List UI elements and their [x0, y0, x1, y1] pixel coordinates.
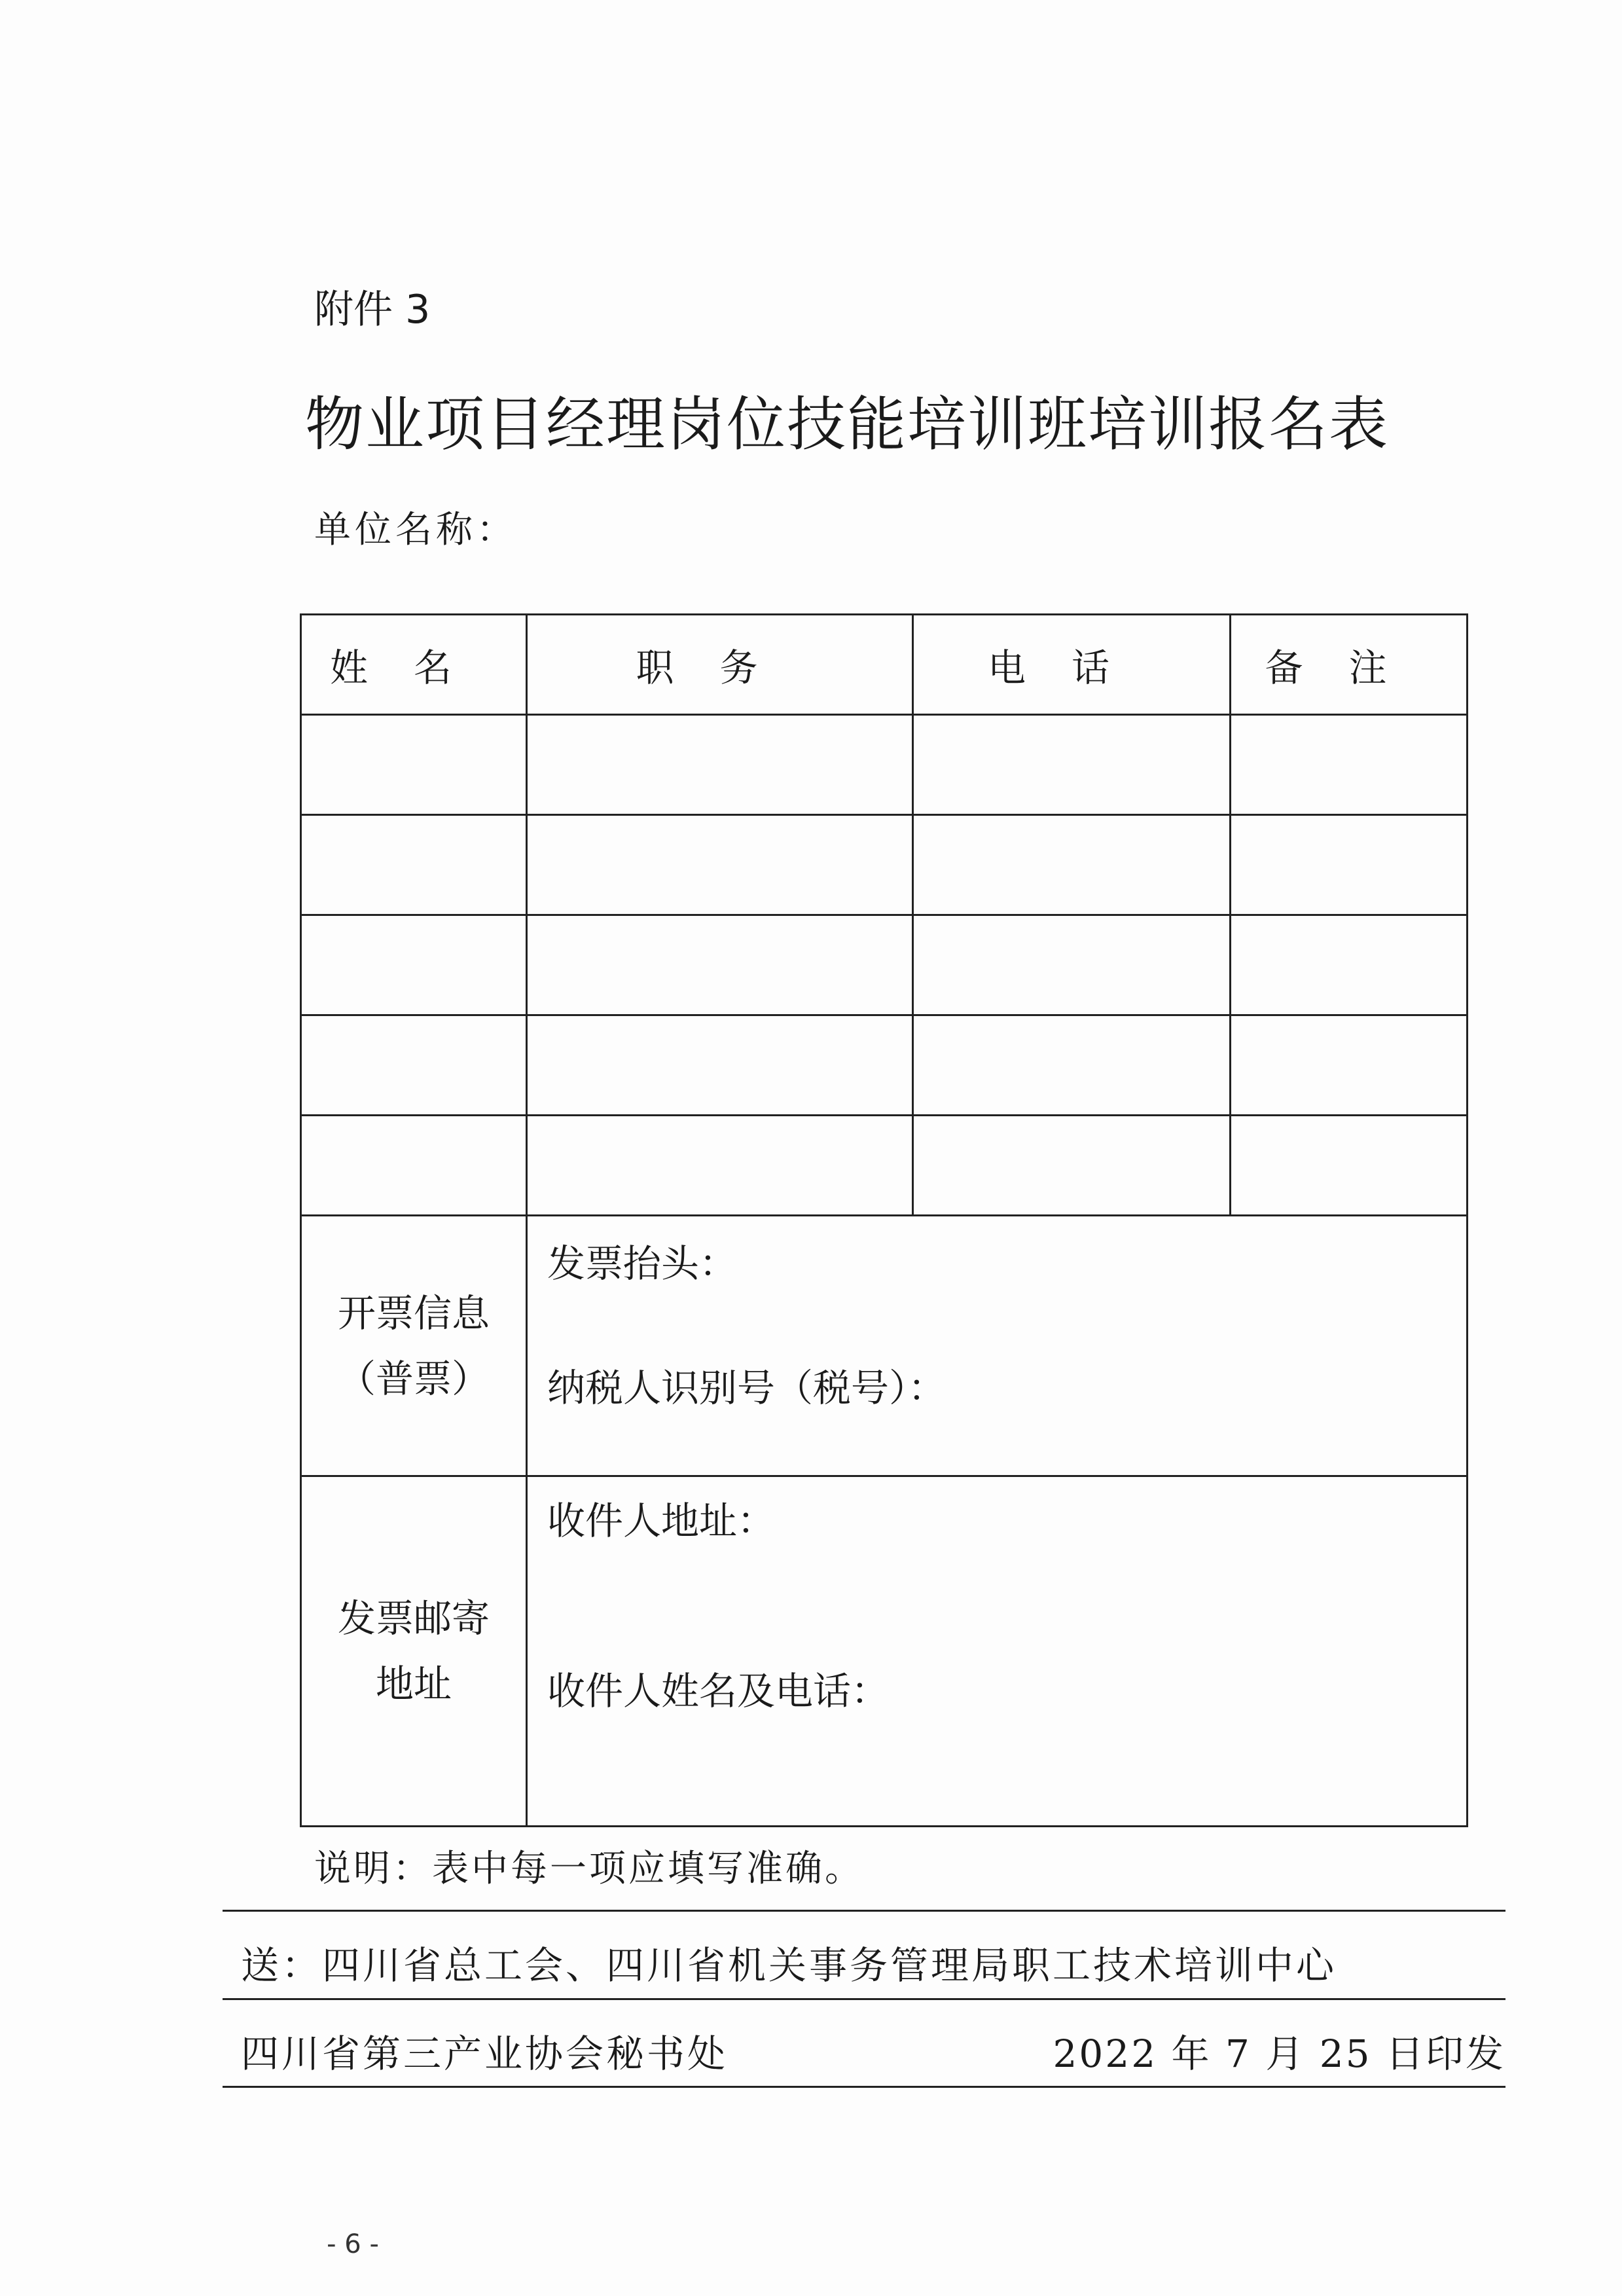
- name-cell[interactable]: [301, 1015, 527, 1116]
- phone-cell[interactable]: [913, 1116, 1231, 1216]
- recipient-name-phone-label: 收件人姓名及电话：: [547, 1669, 890, 1713]
- form-note: 说明：表中每一项应填写准确。: [314, 1848, 864, 1890]
- remarks-cell[interactable]: [1231, 1015, 1468, 1116]
- footer-divider-middle: [223, 1998, 1505, 2000]
- remarks-cell[interactable]: [1231, 715, 1468, 815]
- phone-cell[interactable]: [913, 715, 1231, 815]
- header-name: 姓名: [301, 615, 527, 715]
- page-number: - 6 -: [327, 2229, 379, 2259]
- issue-date: 2022 年 7 月 25 日印发: [1053, 2032, 1505, 2076]
- attachment-label: 附件 3: [314, 287, 431, 333]
- invoice-title-label: 发票抬头：: [547, 1241, 738, 1286]
- header-phone: 电话: [913, 615, 1231, 715]
- table-row: [301, 1116, 1468, 1216]
- name-cell[interactable]: [301, 915, 527, 1015]
- phone-cell[interactable]: [913, 915, 1231, 1015]
- mailing-address-label: 发票邮寄 地址: [301, 1476, 527, 1827]
- mailing-address-row: [301, 1476, 1468, 1827]
- invoice-info-field[interactable]: [527, 1216, 1468, 1476]
- invoice-info-row: [301, 1216, 1468, 1476]
- name-cell[interactable]: [301, 815, 527, 915]
- position-cell[interactable]: [527, 1116, 913, 1216]
- position-cell[interactable]: [527, 1015, 913, 1116]
- table-row: [301, 815, 1468, 915]
- table-header-row: [301, 615, 1468, 715]
- send-to-line: 送：四川省总工会、四川省机关事务管理局职工技术培训中心: [241, 1943, 1337, 1988]
- name-cell[interactable]: [301, 715, 527, 815]
- phone-cell[interactable]: [913, 815, 1231, 915]
- issuer-name: 四川省第三产业协会秘书处: [241, 2032, 729, 2076]
- footer-divider-bottom: [223, 2086, 1505, 2088]
- phone-cell[interactable]: [913, 1015, 1231, 1116]
- remarks-cell[interactable]: [1231, 1116, 1468, 1216]
- table-row: [301, 915, 1468, 1015]
- footer-divider-top: [223, 1910, 1505, 1912]
- header-remarks: 备注: [1231, 615, 1468, 715]
- header-position: 职务: [527, 615, 913, 715]
- unit-name-label: 单位名称：: [314, 509, 517, 551]
- table-row: [301, 715, 1468, 815]
- recipient-address-label: 收件人地址：: [547, 1499, 776, 1543]
- remarks-cell[interactable]: [1231, 815, 1468, 915]
- table-row: [301, 1015, 1468, 1116]
- invoice-info-label: 开票信息 （普票）: [301, 1216, 527, 1476]
- position-cell[interactable]: [527, 815, 913, 915]
- position-cell[interactable]: [527, 915, 913, 1015]
- page-title: 物业项目经理岗位技能培训班培训报名表: [305, 390, 1389, 459]
- registration-form-table: [300, 613, 1468, 1827]
- mailing-address-field[interactable]: [527, 1476, 1468, 1827]
- name-cell[interactable]: [301, 1116, 527, 1216]
- tax-id-label: 纳税人识别号（税号）：: [547, 1366, 946, 1410]
- position-cell[interactable]: [527, 715, 913, 815]
- remarks-cell[interactable]: [1231, 915, 1468, 1015]
